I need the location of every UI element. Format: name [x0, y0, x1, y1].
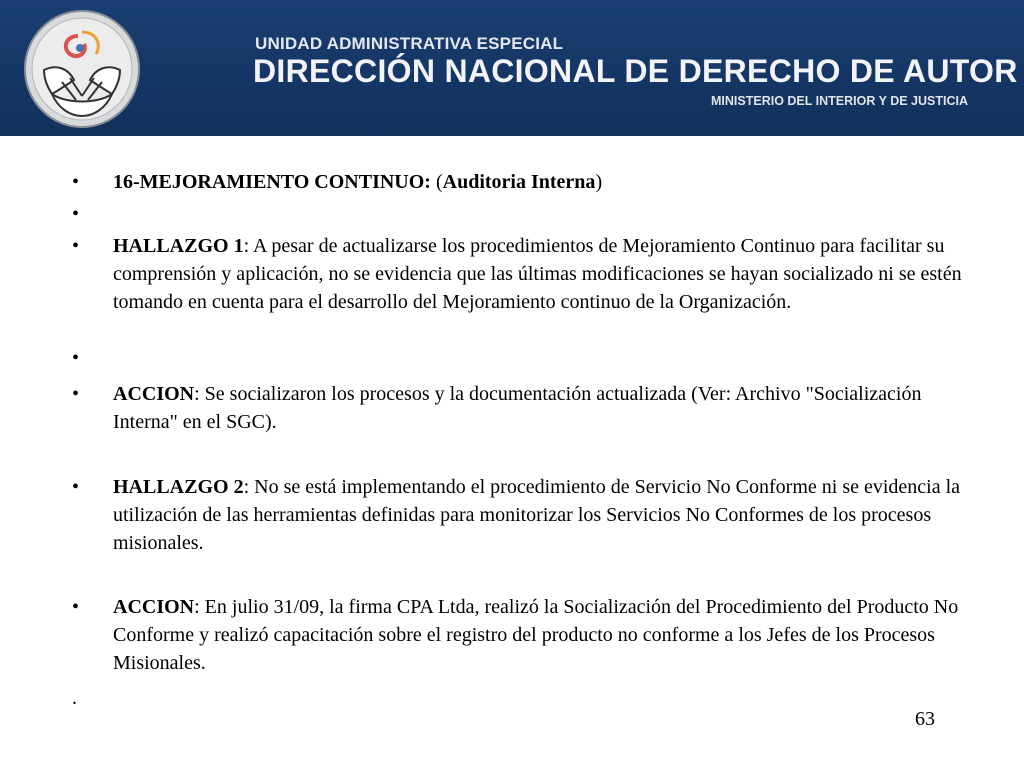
action-1-paragraph	[113, 380, 983, 436]
action-2-paragraph	[113, 593, 983, 677]
agency-title: DIRECCIÓN NACIONAL DE DERECHO DE AUTOR	[253, 53, 1018, 89]
page-number: 63	[915, 708, 935, 730]
finding-1-text: : A pesar de actualizarse los procedimientos de Mejoramiento Continuo para facilitar su comprensión y aplicación, no se evidencia que las últimas modificaciones se hayan socializado ni se estén tomando en cuenta para el desarrollo del Mejoramiento continuo de la Organización.	[113, 235, 962, 313]
finding-2-text: : No se está implementando el procedimiento de Servicio No Conforme ni se evidencia la utilización de las herramientas definidas para monitorizar los Servicios No Conformes de los procesos misionales.	[113, 476, 961, 554]
bullet-marker: •	[72, 235, 80, 257]
section-title-subtitle: Auditoria Interna	[442, 171, 596, 193]
trailing-period: .	[72, 687, 77, 709]
section-title-paren-open: (	[435, 171, 443, 193]
bullet-marker: •	[72, 347, 80, 369]
bullet-marker: •	[72, 596, 80, 618]
section-title	[113, 168, 983, 196]
finding-2-paragraph	[113, 473, 983, 557]
action-1-text: : Se socializaron los procesos y la documentación actualizada (Ver: Archivo "Socialización Interna" en el SGC).	[113, 383, 922, 433]
finding-1-label: HALLAZGO 1	[113, 235, 244, 257]
bullet-marker: •	[72, 476, 80, 498]
bullet-marker: •	[72, 203, 80, 225]
section-title-paren-close: )	[595, 171, 603, 193]
finding-1-paragraph	[113, 232, 983, 316]
bullet-marker: •	[72, 383, 80, 405]
finding-2-label: HALLAZGO 2	[113, 476, 244, 498]
section-title-bold: 16-MEJORAMIENTO CONTINUO:	[113, 171, 436, 193]
bullet-marker: •	[72, 171, 80, 193]
ministry-label: MINISTERIO DEL INTERIOR Y DE JUSTICIA	[711, 94, 968, 108]
action-2-text: : En julio 31/09, la firma CPA Ltda, realizó la Socialización del Procedimiento del Producto No Conforme y realizó capacitación sobre el registro del producto no conforme a los Jefes de los Procesos Misionales.	[113, 596, 959, 674]
org-unit-label: UNIDAD ADMINISTRATIVA ESPECIAL	[255, 34, 564, 53]
action-2-label: ACCION	[113, 596, 195, 618]
action-1-label: ACCION	[113, 383, 195, 405]
